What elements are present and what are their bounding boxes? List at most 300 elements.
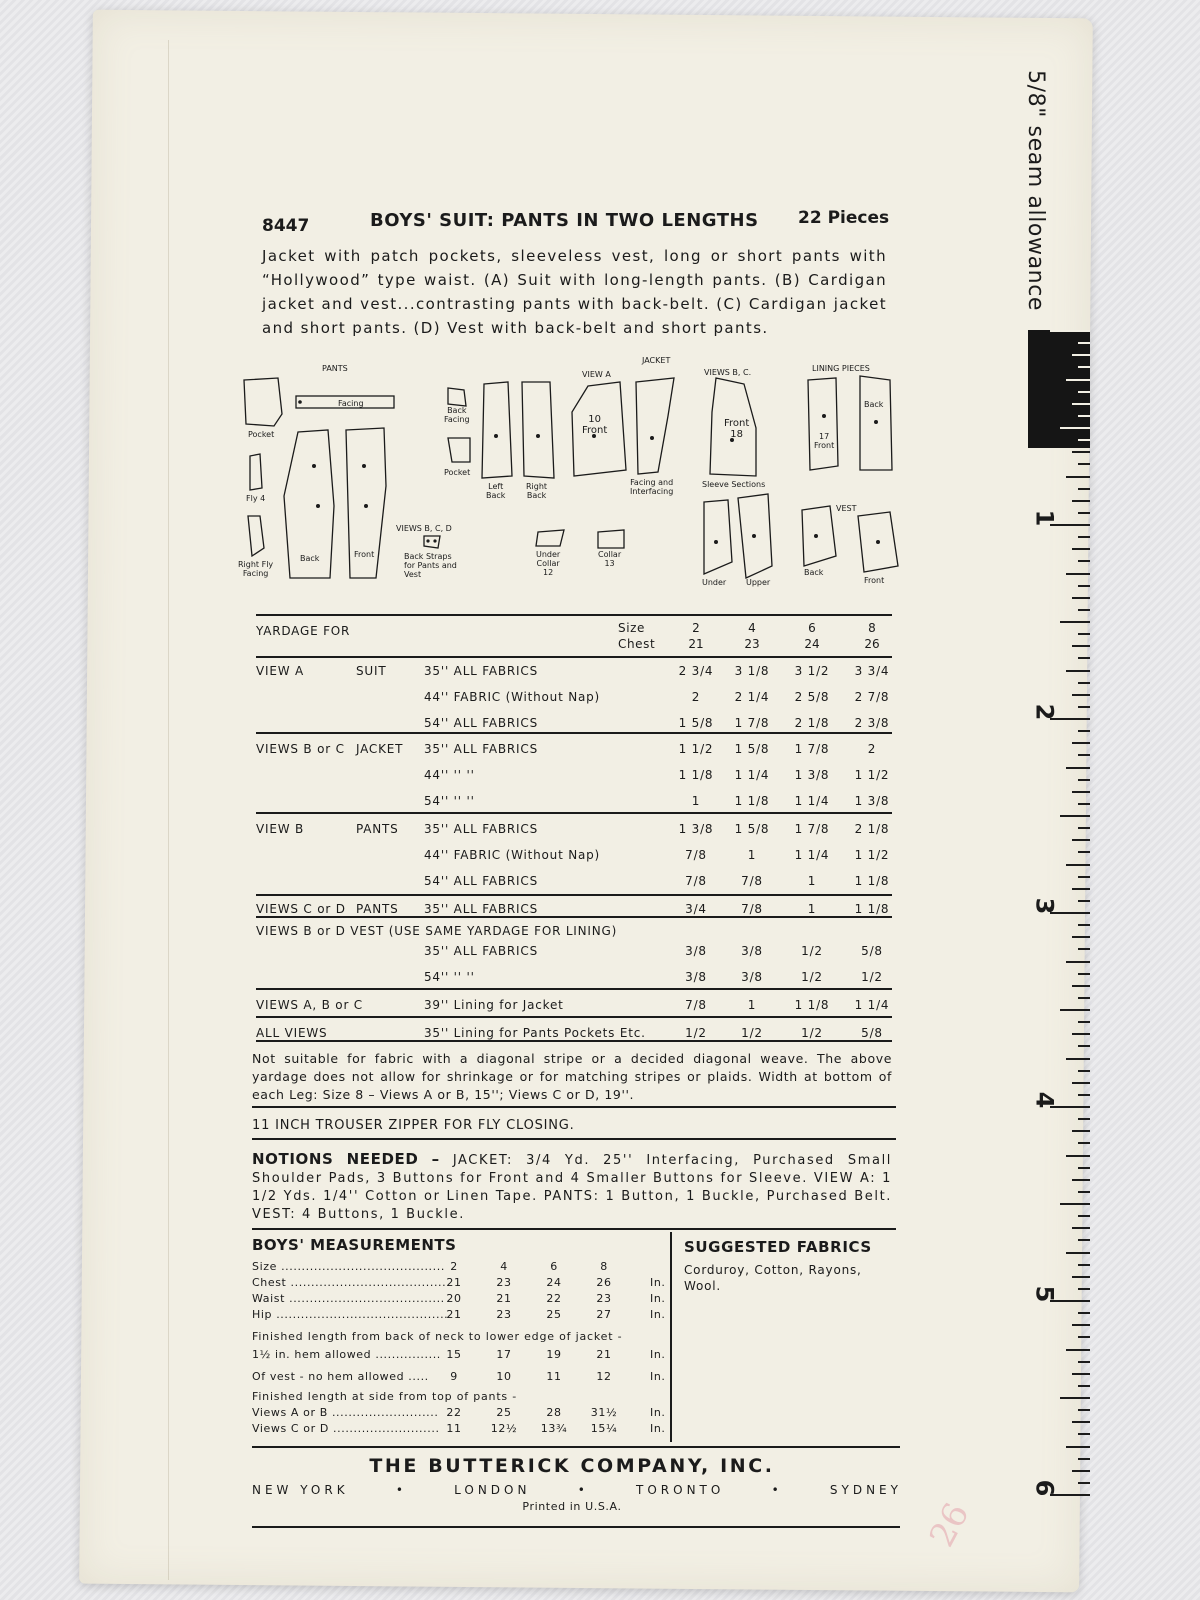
row-view: VIEWS B or D VEST (USE SAME YARDAGE FOR LINING) — [256, 924, 618, 938]
measurement-row — [252, 1308, 666, 1322]
measurement-value: 13¾ — [540, 1422, 568, 1435]
rule — [252, 1138, 896, 1140]
yardage-value: 7/8 — [685, 848, 707, 862]
ruler-tick — [1078, 1288, 1090, 1290]
yardage-value: 1 — [807, 874, 817, 888]
ruler-tick — [1072, 936, 1090, 938]
yardage-row — [256, 924, 896, 942]
yardage-value: 5/8 — [861, 944, 883, 958]
measurement-value: 8 — [600, 1260, 608, 1273]
piece-vest-back: Back — [804, 568, 824, 577]
ruler-tick — [1060, 815, 1090, 817]
chest-header: 26 — [864, 637, 880, 651]
table-rule — [256, 732, 892, 734]
ruler-tick — [1078, 342, 1090, 344]
yardage-value: 1 1/4 — [794, 794, 830, 808]
ruler-tick — [1072, 451, 1090, 453]
row-fabric: 54'' ALL FABRICS — [424, 716, 538, 730]
piece-left-back: Left Back — [486, 482, 506, 500]
table-rule — [256, 1016, 892, 1018]
row-view: VIEW B — [256, 822, 305, 836]
ruler-tick — [1066, 1058, 1090, 1060]
ruler-tick — [1078, 439, 1090, 441]
yardage-value: 1 1/8 — [678, 768, 714, 782]
group-label-jacket: JACKET — [642, 356, 671, 365]
ruler-tick — [1078, 391, 1090, 393]
ruler-tick — [1078, 1312, 1090, 1314]
measurement-unit: In. — [650, 1276, 666, 1289]
yardage-value: 1 3/8 — [854, 794, 890, 808]
yardage-value: 1 — [747, 998, 757, 1012]
ruler-tick — [1072, 403, 1090, 405]
yardage-value: 2 1/4 — [734, 690, 770, 704]
row-fabric: 44'' FABRIC (Without Nap) — [424, 690, 601, 704]
piece-front-18: Front 18 — [724, 418, 750, 440]
printed-in: Printed in U.S.A. — [522, 1500, 622, 1513]
yardage-value: 1 — [691, 794, 701, 808]
piece-vest-front: Front — [864, 576, 885, 585]
measurement-value: 22 — [546, 1292, 562, 1305]
measurement-label: Chest ...................................... — [252, 1276, 447, 1289]
row-fabric: 44'' '' '' — [424, 768, 475, 782]
yardage-title: YARDAGE FOR — [256, 624, 351, 638]
yardage-row — [256, 944, 896, 962]
measurement-value: 26 — [596, 1276, 612, 1289]
measurement-row — [252, 1370, 666, 1384]
measurement-value: 23 — [496, 1276, 512, 1289]
yardage-value: 1 1/4 — [794, 848, 830, 862]
yardage-value: 1 3/8 — [678, 822, 714, 836]
ruler-tick — [1078, 1118, 1090, 1120]
measurement-value: 12 — [596, 1370, 612, 1383]
row-fabric: 35'' ALL FABRICS — [424, 902, 538, 916]
yardage-value: 3 3/4 — [854, 664, 890, 678]
ruler-tick — [1072, 694, 1090, 696]
piece-collar: Collar 13 — [598, 550, 622, 568]
ruler-tick — [1066, 864, 1090, 866]
ruler-tick — [1078, 1142, 1090, 1144]
row-fabric: 35'' ALL FABRICS — [424, 944, 538, 958]
city-separator: • — [577, 1483, 589, 1497]
row-fabric: 39'' Lining for Jacket — [424, 998, 564, 1012]
city-separator: • — [395, 1483, 407, 1497]
city-separator: • — [771, 1483, 783, 1497]
ruler-number: 3 — [1030, 897, 1059, 915]
yardage-value: 7/8 — [685, 998, 707, 1012]
ruler-tick — [1072, 1421, 1090, 1423]
yardage-value: 7/8 — [685, 874, 707, 888]
size-label: Size — [618, 621, 646, 635]
measurement-value: 9 — [450, 1370, 458, 1383]
ruler-tick — [1078, 948, 1090, 950]
yardage-value: 1 1/2 — [678, 742, 714, 756]
measurement-value: 21 — [496, 1292, 512, 1305]
row-fabric: 44'' FABRIC (Without Nap) — [424, 848, 601, 862]
group-label-pants: PANTS — [322, 364, 348, 373]
yardage-value: 5/8 — [861, 1026, 883, 1040]
table-rule — [256, 812, 892, 814]
ruler-tick — [1072, 1179, 1090, 1181]
yardage-value: 2 3/8 — [854, 716, 890, 730]
ruler-tick — [1078, 657, 1090, 659]
ruler-tick — [1078, 609, 1090, 611]
yardage-value: 1 1/2 — [854, 848, 890, 862]
ruler-tick — [1078, 1433, 1090, 1435]
yardage-value: 1 7/8 — [734, 716, 770, 730]
ruler-tick — [1078, 730, 1090, 732]
ruler-tick — [1078, 900, 1090, 902]
ruler-tick — [1078, 706, 1090, 708]
ruler-tick — [1078, 1458, 1090, 1460]
yardage-value: 3/8 — [741, 944, 763, 958]
measurement-label: Hip .......................................... — [252, 1308, 449, 1321]
row-fabric: 54'' '' '' — [424, 970, 475, 984]
ruler-tick — [1072, 645, 1090, 647]
ruler-number: 5 — [1030, 1285, 1059, 1303]
ruler-tick — [1060, 1203, 1090, 1205]
ruler-tick — [1072, 1227, 1090, 1229]
measurement-value: 6 — [550, 1260, 558, 1273]
measurement-row — [252, 1422, 666, 1436]
ruler-tick — [1066, 767, 1090, 769]
yardage-value: 2 1/8 — [854, 822, 890, 836]
piece-fly: Fly 4 — [246, 494, 266, 503]
ruler-tick — [1078, 1409, 1090, 1411]
ruler-number: 4 — [1030, 1091, 1059, 1109]
yardage-value: 1 7/8 — [794, 742, 830, 756]
size-header: 2 — [692, 621, 700, 635]
ruler-tick — [1078, 973, 1090, 975]
ruler-tick — [1078, 512, 1090, 514]
measurement-value: 17 — [496, 1348, 512, 1361]
ruler-tick — [1078, 1021, 1090, 1023]
measurement-row — [252, 1292, 666, 1306]
measurement-value: 11 — [546, 1370, 562, 1383]
piece-lining-back: Back — [864, 400, 884, 409]
city-name: SYDNEY — [829, 1483, 902, 1497]
piece-sleeve-under: Under — [702, 578, 727, 587]
group-label-lining: LINING PIECES — [812, 364, 870, 373]
ruler-tick — [1078, 997, 1090, 999]
ruler-tick — [1078, 803, 1090, 805]
ruler-tick — [1060, 1397, 1090, 1399]
piece-facing: Facing — [338, 399, 364, 408]
ruler-tick — [1072, 1130, 1090, 1132]
measurement-value: 27 — [596, 1308, 612, 1321]
measurement-label: Of vest - no hem allowed ..... — [252, 1370, 429, 1383]
measurement-unit: In. — [650, 1370, 666, 1383]
yardage-value: 1 — [747, 848, 757, 862]
yardage-row — [256, 848, 896, 866]
piece-sleeve-upper: Upper — [746, 578, 771, 587]
ruler-tick — [1060, 1009, 1090, 1011]
ruler-number: 6 — [1030, 1479, 1059, 1497]
ruler-tick — [1060, 621, 1090, 623]
ruler-tick — [1078, 754, 1090, 756]
ruler-tick — [1066, 1349, 1090, 1351]
chest-header: 21 — [688, 637, 704, 651]
measurement-value: 22 — [446, 1406, 462, 1419]
measurement-value: 23 — [596, 1292, 612, 1305]
row-fabric: 54'' '' '' — [424, 794, 475, 808]
measurement-value: 28 — [546, 1406, 562, 1419]
rule — [252, 1526, 900, 1528]
piece-pants-back: Back — [300, 554, 320, 563]
piece-right-back: Right Back — [526, 482, 548, 500]
ruler-tick — [1078, 633, 1090, 635]
measurements-title: BOYS' MEASUREMENTS — [252, 1236, 457, 1254]
chest-label: Chest — [618, 637, 656, 651]
ruler-tick — [1060, 427, 1090, 429]
row-view: VIEWS A, B or C — [256, 998, 363, 1012]
size-header: 8 — [868, 621, 876, 635]
ruler-tick — [1078, 1482, 1090, 1484]
ruler-tick — [1072, 548, 1090, 550]
yardage-value: 2 — [867, 742, 877, 756]
yardage-value: 3/4 — [685, 902, 707, 916]
yardage-value: 1/2 — [801, 944, 823, 958]
yardage-value: 1 1/8 — [854, 874, 890, 888]
yardage-value: 1/2 — [801, 1026, 823, 1040]
ruler-tick — [1078, 827, 1090, 829]
ruler-tick — [1078, 560, 1090, 562]
row-fabric: 35'' ALL FABRICS — [424, 664, 538, 678]
column-divider — [670, 1232, 672, 1442]
measurement-unit: In. — [650, 1406, 666, 1419]
yardage-value: 1 5/8 — [678, 716, 714, 730]
notions-text: JACKET: 3/4 Yd. 25'' Interfacing, Purchased Small Shoulder Pads, 3 Buttons for Front and 4 Smaller Buttons for Sleeve. VIEW A: 1 1/2 Yds. 1/4'' Cotton or Linen Tape. PANTS: 1 Button, 1 Buckle, Purchased Belt. VEST: 4 Buttons, 1 Buckle. — [252, 1153, 892, 1222]
measurement-value: 31½ — [590, 1406, 618, 1419]
yardage-value: 1 1/2 — [854, 768, 890, 782]
yardage-row — [256, 874, 896, 892]
handwritten-stamp: 26 — [921, 1496, 978, 1554]
ruler-tick — [1066, 379, 1090, 381]
table-rule — [256, 1040, 892, 1042]
ruler-tick — [1078, 536, 1090, 538]
yardage-value: 1 5/8 — [734, 742, 770, 756]
yardage-value: 3/8 — [741, 970, 763, 984]
piece-back-facing: Back Facing — [444, 406, 470, 424]
row-view: VIEW A — [256, 664, 305, 678]
yardage-value: 2 1/8 — [794, 716, 830, 730]
ruler-tick — [1066, 961, 1090, 963]
measurement-row — [252, 1276, 666, 1290]
city-name: LONDON — [454, 1483, 531, 1497]
ruler-tick — [1072, 597, 1090, 599]
row-part: PANTS — [356, 902, 399, 916]
yardage-value: 7/8 — [741, 902, 763, 916]
yardage-value: 1 1/4 — [734, 768, 770, 782]
measurement-label: Size ........................................ — [252, 1260, 445, 1273]
row-fabric: 35'' ALL FABRICS — [424, 822, 538, 836]
ruler-number: 2 — [1030, 703, 1059, 721]
piece-facing-interfacing: Facing and Interfacing — [630, 478, 674, 496]
ruler-tick — [1072, 1324, 1090, 1326]
ruler-tick — [1066, 1252, 1090, 1254]
measurement-label: Views A or B .......................... — [252, 1406, 439, 1419]
ruler-tick — [1072, 1082, 1090, 1084]
ruler-tick — [1072, 1470, 1090, 1472]
yardage-value: 7/8 — [741, 874, 763, 888]
measurement-row — [252, 1406, 666, 1420]
ruler-tick — [1078, 851, 1090, 853]
ruler-tick — [1066, 670, 1090, 672]
ruler-tick — [1072, 791, 1090, 793]
yardage-value: 3 1/8 — [734, 664, 770, 678]
measurement-unit: In. — [650, 1308, 666, 1321]
yardage-row — [256, 664, 896, 682]
ruler-tick — [1078, 366, 1090, 368]
ruler-tick — [1078, 682, 1090, 684]
ruler-tick — [1078, 1385, 1090, 1387]
table-rule — [256, 656, 892, 658]
city-name: TORONTO — [636, 1483, 725, 1497]
measurement-value: 24 — [546, 1276, 562, 1289]
yardage-value: 1/2 — [741, 1026, 763, 1040]
row-part: SUIT — [356, 664, 387, 678]
notions-needed — [252, 1150, 892, 1224]
measurement-unit: In. — [650, 1348, 666, 1361]
piece-front-10: 10 Front — [582, 414, 608, 436]
group-label-vest: VEST — [836, 504, 857, 513]
zipper-note: 11 INCH TROUSER ZIPPER FOR FLY CLOSING. — [252, 1118, 575, 1133]
ruler-tick — [1050, 330, 1090, 332]
suggested-fabrics-title: SUGGESTED FABRICS — [684, 1238, 872, 1256]
ruler-tick — [1078, 876, 1090, 878]
ruler-tick — [1078, 1336, 1090, 1338]
piece-pocket-9: Pocket — [444, 468, 471, 477]
yardage-row — [256, 998, 896, 1016]
measurement-row — [252, 1260, 662, 1274]
ruler-tick — [1078, 779, 1090, 781]
measurement-value: 11 — [446, 1422, 462, 1435]
row-fabric: 54'' ALL FABRICS — [424, 874, 538, 888]
yardage-value: 1 3/8 — [794, 768, 830, 782]
yardage-value: 2 5/8 — [794, 690, 830, 704]
ruler-tick — [1078, 1094, 1090, 1096]
row-view: ALL VIEWS — [256, 1026, 328, 1040]
ruler-tick — [1078, 585, 1090, 587]
piece-pocket: Pocket — [248, 430, 275, 439]
yardage-value: 1/2 — [801, 970, 823, 984]
yardage-value: 3/8 — [685, 944, 707, 958]
ruler-tick — [1078, 1215, 1090, 1217]
yardage-value: 1/2 — [861, 970, 883, 984]
measurement-value: 4 — [500, 1260, 508, 1273]
ruler-tick — [1072, 354, 1090, 356]
ruler-tick — [1066, 573, 1090, 575]
piece-lining-front: 17 Front — [814, 432, 835, 450]
table-rule — [256, 894, 892, 896]
yardage-value: 2 3/4 — [678, 664, 714, 678]
pattern-title: BOYS' SUIT: PANTS IN TWO LENGTHS — [370, 210, 759, 231]
ruler-tick — [1078, 463, 1090, 465]
ruler-tick — [1072, 500, 1090, 502]
ruler-tick — [1078, 924, 1090, 926]
measurement-value: 10 — [496, 1370, 512, 1383]
measurement-row — [252, 1348, 666, 1362]
yardage-row — [256, 768, 896, 786]
ruler-tick — [1066, 1155, 1090, 1157]
company-cities — [252, 1483, 902, 1497]
ruler-tick — [1072, 1033, 1090, 1035]
measurement-value: 12½ — [490, 1422, 518, 1435]
measurement-value: 15 — [446, 1348, 462, 1361]
chest-header: 23 — [744, 637, 760, 651]
ruler-tick — [1072, 1276, 1090, 1278]
label-sleeve-sections: Sleeve Sections — [702, 480, 766, 489]
row-fabric: 35'' ALL FABRICS — [424, 742, 538, 756]
measurement-label: 1½ in. hem allowed ................ — [252, 1348, 441, 1361]
piece-right-fly-facing: Right Fly Facing — [238, 560, 274, 578]
table-rule — [256, 988, 892, 990]
ruler-number: 1 — [1030, 509, 1059, 527]
yardage-row — [256, 970, 896, 988]
yardage-value: 3 1/2 — [794, 664, 830, 678]
notions-title: NOTIONS NEEDED – — [252, 1150, 440, 1168]
row-view: VIEWS C or D — [256, 902, 346, 916]
measurement-value: 23 — [496, 1308, 512, 1321]
table-rule — [256, 916, 892, 918]
suggested-fabrics-text: Corduroy, Cotton, Rayons, Wool. — [684, 1263, 862, 1293]
yardage-value: 1 1/4 — [854, 998, 890, 1012]
measurement-label: Waist ...................................... — [252, 1292, 445, 1305]
ruler-tick — [1072, 888, 1090, 890]
yardage-value: 1 7/8 — [794, 822, 830, 836]
ruler-tick — [1078, 415, 1090, 417]
row-part: JACKET — [356, 742, 404, 756]
piece-pants-front: Front — [354, 550, 375, 559]
measurement-value: 2 — [450, 1260, 458, 1273]
measurement-value: 21 — [446, 1276, 462, 1289]
piece-under-collar: Under Collar 12 — [536, 550, 561, 577]
ruler-tick — [1078, 1045, 1090, 1047]
ruler-tick — [1078, 1167, 1090, 1169]
ruler-tick — [1072, 985, 1090, 987]
pattern-description: Jacket with patch pockets, sleeveless vest, long or short pants with “Hollywood” type waist. (A) Suit with long-length pants. (B) Cardigan jacket and vest...contrasting pants with back-belt. (C) Cardigan jacket and short pants. (D) Vest with back-belt and short pants. — [262, 247, 887, 337]
ruler-tick — [1072, 839, 1090, 841]
yardage-value: 1 1/8 — [734, 794, 770, 808]
ruler-tick — [1078, 1070, 1090, 1072]
yardage-row — [256, 794, 896, 812]
pants-length-note: Finished length at side from top of pants - — [252, 1390, 518, 1403]
size-header: 6 — [808, 621, 816, 635]
ruler-black-block — [1028, 330, 1090, 448]
row-part: PANTS — [356, 822, 399, 836]
group-label-views-bc: VIEWS B, C. — [704, 368, 752, 377]
yardage-value: 1/2 — [685, 1026, 707, 1040]
label-views-bcd: VIEWS B, C, D — [396, 524, 452, 533]
seam-allowance-label: 5/8" seam allowance — [1023, 70, 1048, 312]
table-rule — [256, 614, 892, 616]
yardage-value: 3/8 — [685, 970, 707, 984]
ruler-tick — [1066, 1446, 1090, 1448]
ruler-tick — [1078, 488, 1090, 490]
ruler-tick — [1072, 1373, 1090, 1375]
ruler-tick — [1078, 1191, 1090, 1193]
ruler-tick — [1072, 742, 1090, 744]
measurement-value: 25 — [546, 1308, 562, 1321]
measurement-value: 15¼ — [590, 1422, 618, 1435]
measurement-unit: In. — [650, 1422, 666, 1435]
yardage-row — [256, 822, 896, 840]
pattern-pieces-diagram — [238, 356, 918, 606]
group-label-view-a: VIEW A — [582, 370, 611, 379]
piece-back-straps: Back Straps for Pants and Vest — [404, 552, 457, 579]
yardage-value: 1 — [807, 902, 817, 916]
pattern-number: 8447 — [262, 216, 310, 236]
company-name: THE BUTTERICK COMPANY, INC. — [369, 1455, 775, 1477]
